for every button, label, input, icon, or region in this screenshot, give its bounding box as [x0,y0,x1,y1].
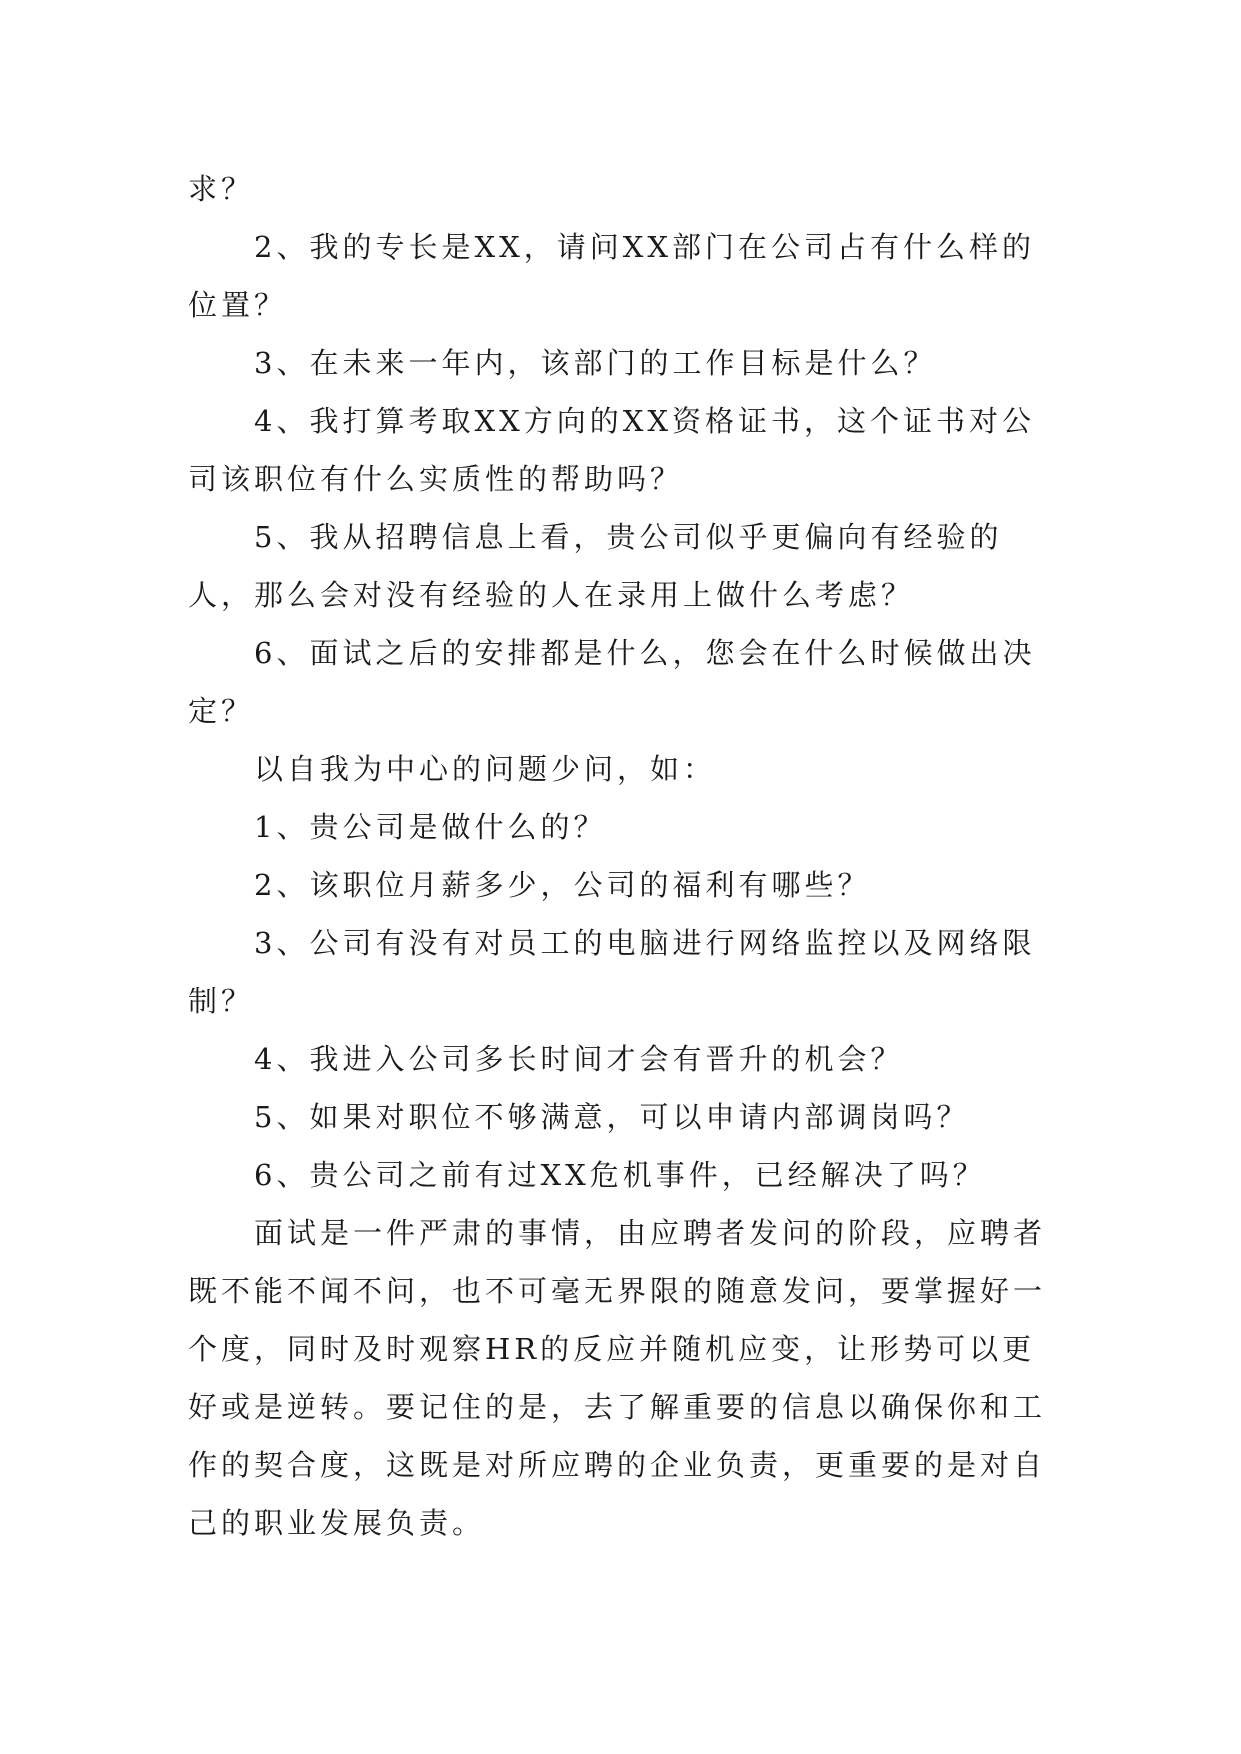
question-item-5: 5、我从招聘信息上看，贵公司似乎更偏向有经验的人，那么会对没有经验的人在录用上做什么考虑？ [188,520,1003,612]
section-intro: 以自我为中心的问题少问，如： [254,752,717,786]
question-item-2: 2、我的专长是XX，请问XX部门在公司占有什么样的位置？ [188,230,1036,322]
avoid-item-6: 6、贵公司之前有过XX危机事件，已经解决了吗？ [254,1158,986,1192]
question-item-6: 6、面试之后的安排都是什么，您会在什么时候做出决定？ [188,636,1036,728]
paragraph-continuation: 求？ [188,172,255,206]
avoid-item-2: 2、该职位月薪多少，公司的福利有哪些？ [254,868,871,902]
question-item-4: 4、我打算考取XX方向的XX资格证书，这个证书对公司该职位有什么实质性的帮助吗？ [188,404,1036,496]
avoid-item-1: 1、贵公司是做什么的？ [254,810,607,844]
closing-paragraph: 面试是一件严肃的事情，由应聘者发问的阶段，应聘者既不能不闻不问，也不可毫无界限的随意发问，要掌握好一个度，同时及时观察HR的反应并随机应变，让形势可以更好或是逆转。要记住的是，去了解重要的信息以确保你和工作的契合度，这既是对所应聘的企业负责，更重要的是对自己的职业发展负责。 [188,1216,1047,1540]
document-page [188,160,1050,1552]
avoid-item-3: 3、公司有没有对员工的电脑进行网络监控以及网络限制？ [188,926,1036,1018]
avoid-item-4: 4、我进入公司多长时间才会有晋升的机会？ [254,1042,904,1076]
question-item-3: 3、在未来一年内，该部门的工作目标是什么？ [254,346,937,380]
avoid-item-5: 5、如果对职位不够满意，可以申请内部调岗吗？ [254,1100,970,1134]
